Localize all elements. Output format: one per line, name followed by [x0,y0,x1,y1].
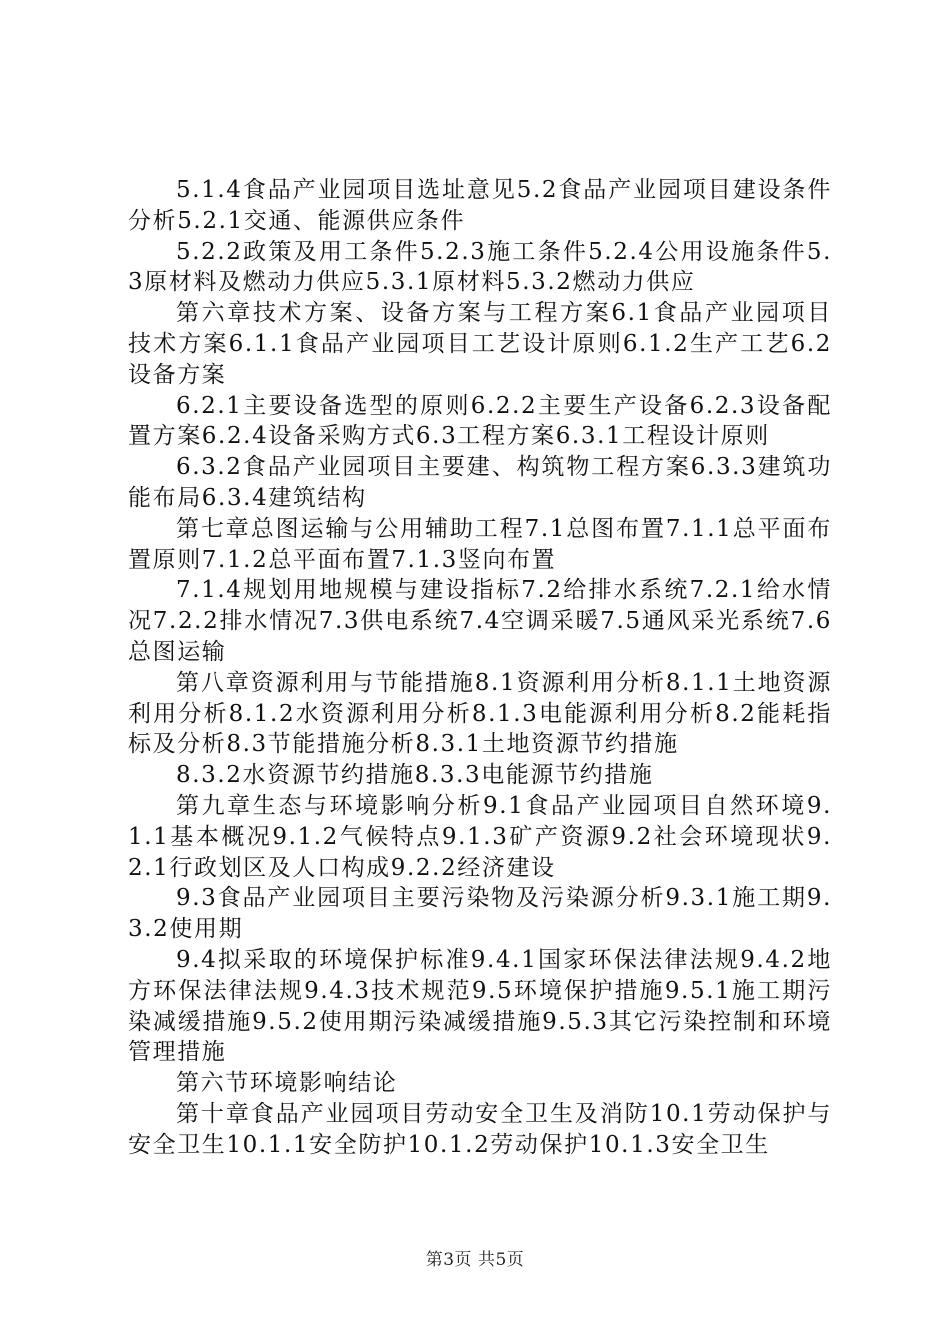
paragraph: 8.3.2水资源节约措施8.3.3电能源节约措施 [176,762,654,789]
paragraph: 第十章食品产业园项目劳动安全卫生及消防10.1劳动保护与安全卫生10.1.1安全防护10.1.2劳动保护10.1.3安全卫生 [128,1100,832,1158]
paragraph: 第九章生态与环境影响分析9.1食品产业园项目自然环境9.1.1基本概况9.1.2气候特点9.1.3矿产资源9.2社会环境现状9.2.1行政划区及人口构成9.2.2经济建设 [128,792,832,881]
document-body [128,175,832,1161]
paragraph: 9.3食品产业园项目主要污染物及污染源分析9.3.1施工期9.3.2使用期 [128,885,832,943]
paragraph: 6.3.2食品产业园项目主要建、构筑物工程方案6.3.3建筑功能布局6.3.4建筑结构 [128,454,832,511]
paragraph: 5.1.4食品产业园项目选址意见5.2食品产业园项目建设条件分析5.2.1交通、能源供应条件 [128,177,832,234]
paragraph: 5.2.2政策及用工条件5.2.3施工条件5.2.4公用设施条件5.3原材料及燃动力供应5.3.1原材料5.3.2燃动力供应 [128,238,832,296]
paragraph: 第七章总图运输与公用辅助工程7.1总图布置7.1.1总平面布置原则7.1.2总平面布置7.1.3竖向布置 [128,515,832,573]
paragraph: 6.2.1主要设备选型的原则6.2.2主要生产设备6.2.3设备配置方案6.2.4设备采购方式6.3工程方案6.3.1工程设计原则 [128,392,832,450]
paragraph: 第六章技术方案、设备方案与工程方案6.1食品产业园项目技术方案6.1.1食品产业园项目工艺设计原则6.1.2生产工艺6.2设备方案 [128,300,832,388]
paragraph: 7.1.4规划用地规模与建设指标7.2给排水系统7.2.1给水情况7.2.2排水情况7.3供电系统7.4空调采暖7.5通风采光系统7.6总图运输 [128,577,832,665]
page-number-footer: 第3页 共5页 [425,1250,525,1270]
paragraph: 9.4拟采取的环境保护标准9.4.1国家环保法律法规9.4.2地方环保法律法规9.4.3技术规范9.5环境保护措施9.5.1施工期污染减缓措施9.5.2使用期污染减缓措施9.5.3其它污染控制和环境管理措施 [128,946,832,1066]
paragraph: 第八章资源利用与节能措施8.1资源利用分析8.1.1土地资源利用分析8.1.2水资源利用分析8.1.3电能源利用分析8.2能耗指标及分析8.3节能措施分析8.3.1土地资源节约措施 [128,669,832,758]
paragraph: 第六节环境影响结论 [176,1070,398,1097]
